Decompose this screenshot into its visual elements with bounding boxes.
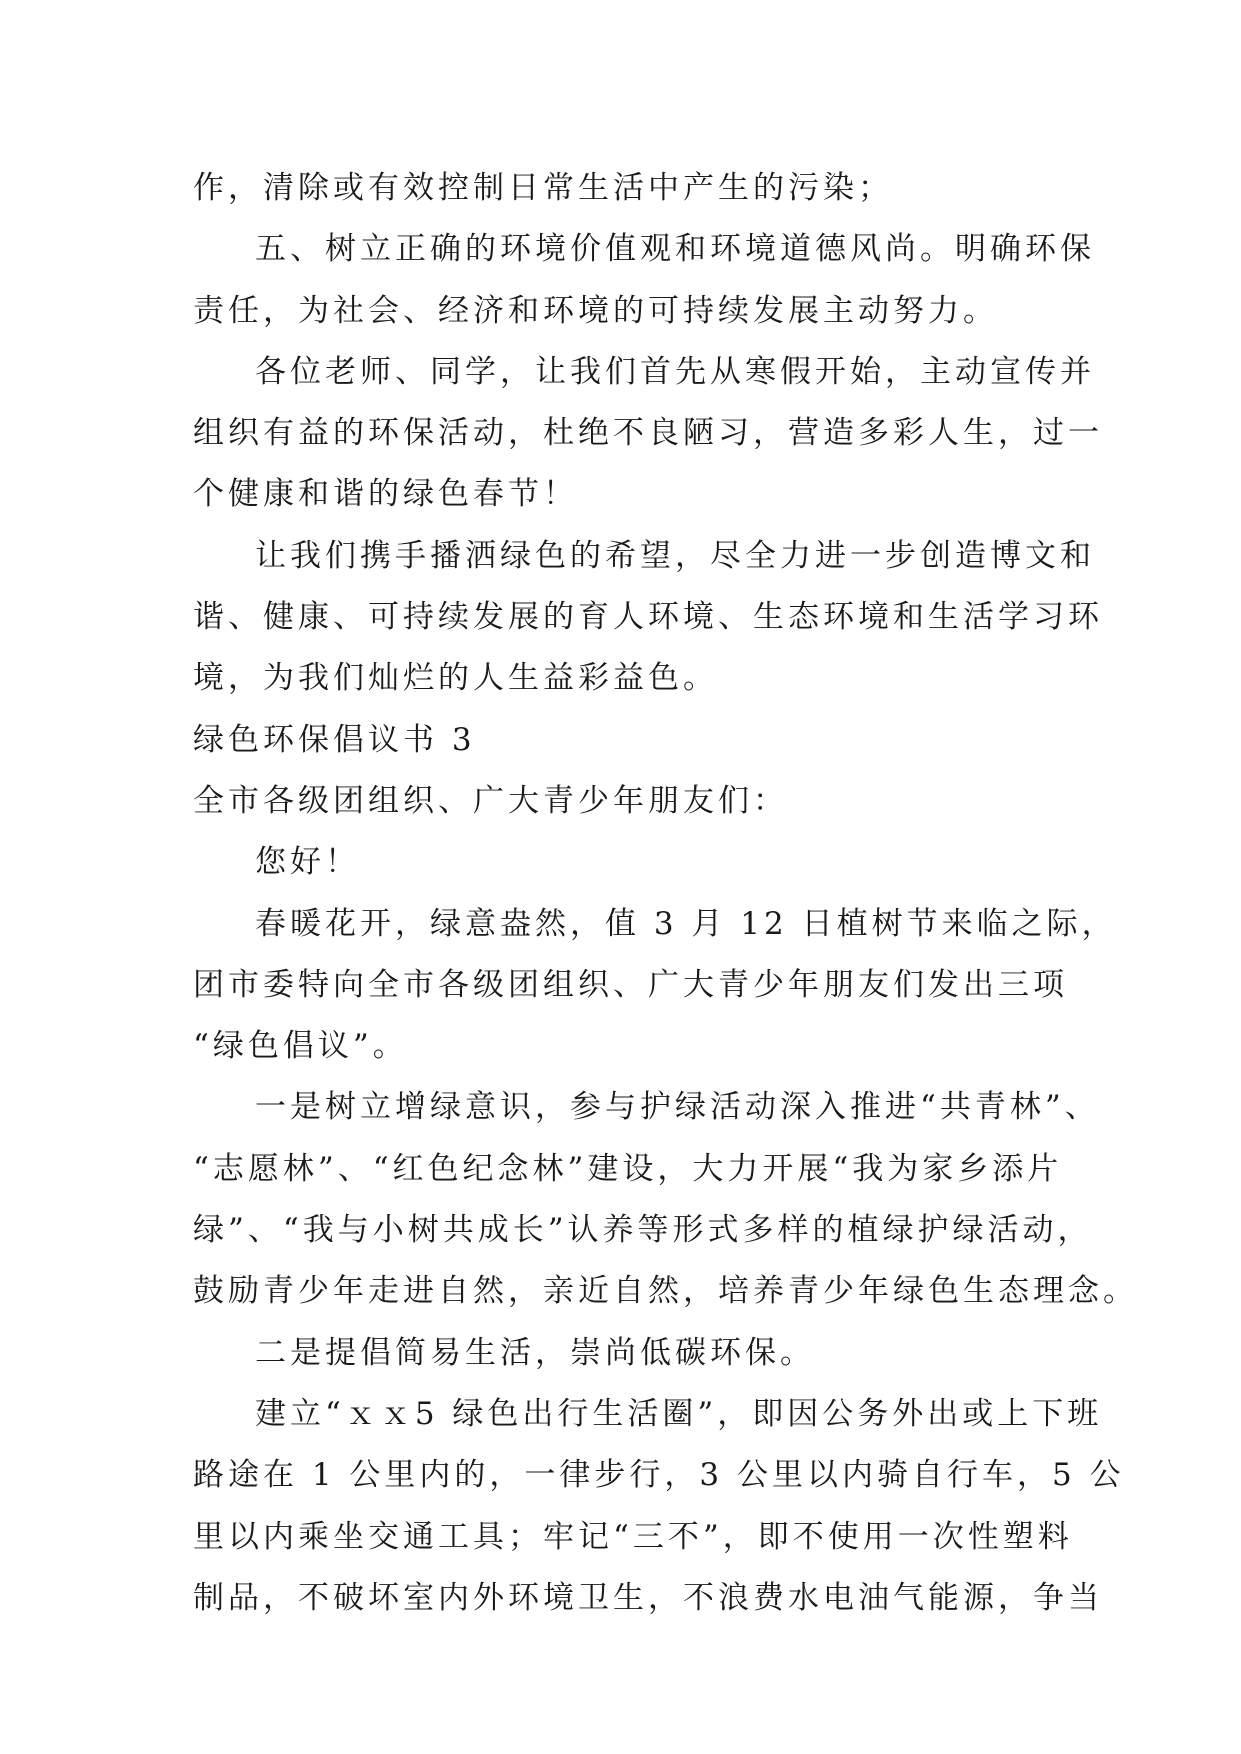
text-line: 作，清除或有效控制日常生活中产生的污染；	[193, 170, 893, 206]
text-line: 二是提倡简易生活，崇尚低碳环保。	[255, 1334, 815, 1371]
text-line: 里以内乘坐交通工具；牢记“三不”，即不使用一次性塑料	[193, 1518, 1073, 1555]
text-line: 谐、健康、可持续发展的育人环境、生态环境和生活学习环	[193, 599, 1103, 636]
text-line: 路途在 1 公里内的，一律步行，3 公里以内骑自行车，5 公	[193, 1457, 1125, 1494]
text-line: 建立“ｘｘ5 绿色出行生活圈”，即因公务外出或上下班	[255, 1395, 1103, 1432]
text-line: 各位老师、同学，让我们首先从寒假开始，主动宣传并	[255, 353, 1095, 390]
text-line: 春暖花开，绿意盎然，值 3 月 12 日植树节来临之际，	[255, 905, 1117, 942]
text-line: 个健康和谐的绿色春节！	[193, 476, 578, 513]
text-line: 责任，为社会、经济和环境的可持续发展主动努力。	[193, 292, 998, 329]
text-line: 绿”、“我与小树共成长”认养等形式多样的植绿护绿活动，	[193, 1212, 1093, 1249]
text-line: 团市委特向全市各级团组织、广大青少年朋友们发出三项	[193, 966, 1068, 1003]
text-line: 鼓励青少年走进自然，亲近自然，培养青少年绿色生态理念。	[193, 1273, 1138, 1310]
text-line: 让我们携手播洒绿色的希望，尽全力进一步创造博文和	[255, 537, 1095, 574]
text-line: 境，为我们灿烂的人生益彩益色。	[193, 660, 718, 697]
text-line: 一是树立增绿意识，参与护绿活动深入推进“共青林”、	[255, 1089, 1100, 1126]
text-line: 全市各级团组织、广大青少年朋友们：	[193, 782, 788, 819]
document-body	[193, 158, 1138, 1629]
text-line: 组织有益的环保活动，杜绝不良陋习，营造多彩人生，过一	[193, 415, 1103, 452]
text-line: “绿色倡议”。	[193, 1028, 408, 1065]
text-line: 制品，不破坏室内外环境卫生，不浪费水电油气能源，争当	[193, 1579, 1103, 1616]
text-line: “志愿林”、“红色纪念林”建设，大力开展“我为家乡添片	[193, 1150, 1063, 1187]
text-line: 五、树立正确的环境价值观和环境道德风尚。明确环保	[255, 231, 1095, 268]
text-line: 绿色环保倡议书 3	[193, 721, 476, 758]
text-line: 您好！	[255, 844, 360, 881]
